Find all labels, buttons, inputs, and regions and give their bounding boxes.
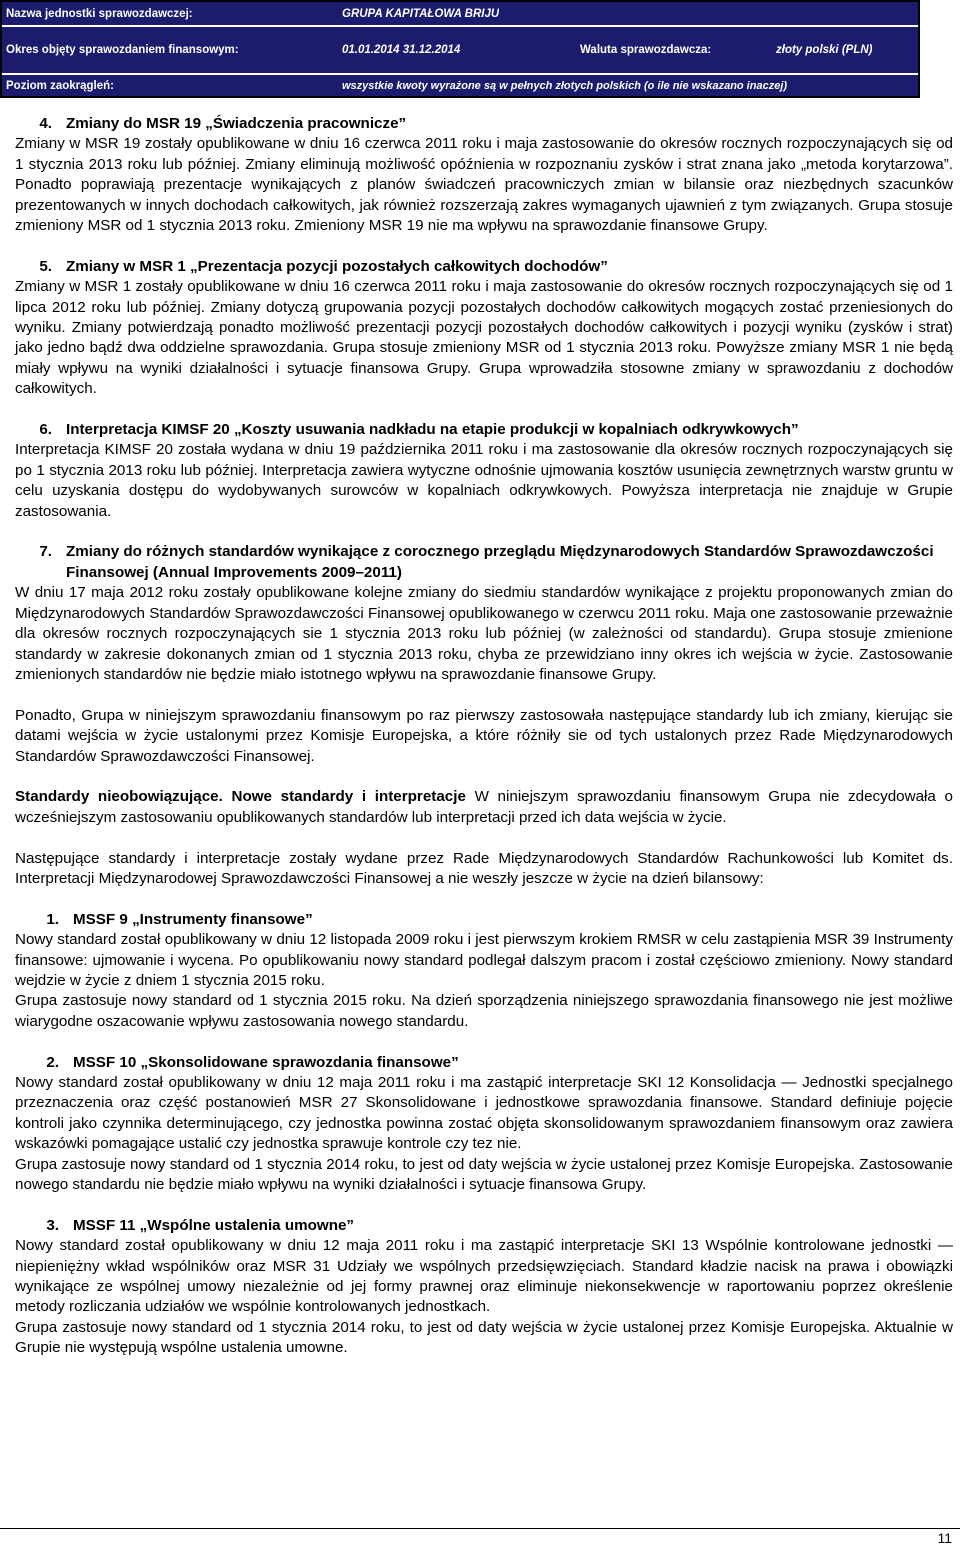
standardy-bold-label: Standardy nieobowiązujące. — [15, 788, 223, 806]
standard-title: MSSF 10 „Skonsolidowane sprawozdania finansowe” — [73, 1053, 459, 1071]
section-title: Zmiany do różnych standardów wynikające z corocznego przeglądu Międzynarodowych Standardów Sprawozdawczości Finansowej (Annual Improvements 2009–2011) — [66, 543, 934, 581]
section-7 — [15, 542, 953, 685]
standard-paragraph: Nowy standard został opublikowany w dniu 12 maja 2011 roku i ma zastąpić interpretacje SKI 12 Konsolidacja — Jednostki specjalnego przeznaczenia oraz część postanowień MSR 27 Skonsolidowane i jednostkowe sprawozdania finansowe. Standard definiuje pojęcie kontroli jako czynnika determinującego, czy jednostka powinna zostać objęta skonsolidowanym sprawozdaniem finansowym oraz zawiera wskazówki pomagające ustalić czy jednostka sprawuje kontrole czy tez nie. — [15, 1073, 953, 1153]
section-heading — [15, 420, 953, 440]
standard-heading — [15, 1053, 953, 1073]
section-body: W dniu 17 maja 2012 roku zostały opublikowane kolejne zmiany do siedmiu standardów wynikające z projektu proponowanych zmian do Międzynarodowych Standardów Sprawozdawczości Finansowej opublikowanego w czerwcu 2011 roku. Maja one zastosowanie przeważnie dla okresów rocznych rozpoczynających sie 1 stycznia 2013 roku lub później (w zależności od standardu). Grupa stosuje zmienione standardy w zakresie dokonanych zmian od 1 stycznia 2013 roku, chyba ze przewidziano inny okres ich wejścia w życie. Zastosowanie zmienionych standardów nie będzie miało istotnego wpływu na sprawozdanie finansowe Grupy. — [15, 584, 953, 683]
period-value: 01.01.2014 31.12.2014 — [342, 44, 461, 56]
entity-value: GRUPA KAPITAŁOWA BRIJU — [342, 7, 500, 20]
standard-paragraph: Grupa zastosuje nowy standard od 1 stycznia 2014 roku, to jest od daty wejścia w życie ustalonej przez Komisje Europejska. Aktualnie w Grupie nie występują wspólne ustalenia umowne. — [15, 1318, 953, 1357]
section-heading — [15, 114, 953, 134]
standard-number: 1. — [46, 910, 59, 928]
standard-paragraph: Grupa zastosuje nowy standard od 1 stycznia 2015 roku. Na dzień sporządzenia niniejszego sprawozdania finansowego nie jest możliwe wiarygodne oszacowanie wpływu zastosowania nowego standardu. — [15, 992, 953, 1030]
standard-mssf-10 — [15, 1053, 953, 1196]
paragraph-nastepujace: Następujące standardy i interpretacje zostały wydane przez Rade Międzynarodowych Standardów Rachunkowości lub Komitet ds. Interpretacji Międzynarodowej Sprawozdawczości Finansowej a nie weszły jeszcze w życie na dzień bilansowy: — [15, 849, 953, 887]
section-title: Zmiany do MSR 19 „Świadczenia pracownicze” — [66, 115, 407, 132]
paragraph-standardy — [15, 787, 953, 828]
rounding-label: Poziom zaokrągleń: — [6, 79, 114, 92]
section-body: Zmiany w MSR 1 zostały opublikowane w dniu 16 czerwca 2011 roku i maja zastosowanie do okresów rocznych rozpoczynających się od 1 lipca 2012 roku lub później. Zmiany dotyczą grupowania pozycji pozostałych dochodów całkowitych mogących zostać przeniesionych do wyniku. Zmiany potwierdzają ponadto możliwość prezentacji pozycji pozostałych dochodów całkowitych i pozycji wyniku (zysków i strat) jako jedno bądź dwa oddzielne sprawozdania. Grupa stosuje zmieniony MSR od 1 stycznia 2013 roku. Powyższe zmiany MSR 1 nie będą miały wpływu na wyniki działalności i sytuacje finansowa Grupy. Grupa wprowadziła stosowne zmiany w sprawozdaniu z dochodów całkowitych. — [15, 278, 953, 398]
section-number: 7. — [39, 543, 52, 561]
period-label: Okres objęty sprawozdaniem finansowym: — [6, 44, 239, 56]
document-body — [15, 114, 953, 1379]
rounding-value: wszystkie kwoty wyrażone są w pełnych złotych polskich (o ile nie wskazano inaczej) — [342, 79, 788, 92]
section-number: 5. — [39, 257, 52, 275]
standard-number: 3. — [46, 1216, 59, 1234]
paragraph-ponadto: Ponadto, Grupa w niniejszym sprawozdaniu finansowym po raz pierwszy zastosowała następujące standardy lub ich zmiany, kierując sie datami wejścia w życie ustalonymi przez Komisje Europejska, a które różniły sie od tych ustalonych przez Rade Międzynarodowych Standardów Sprawozdawczości Finansowej. — [15, 706, 953, 765]
currency-value: złoty polski (PLN) — [776, 44, 873, 56]
header-row-entity — [2, 2, 918, 27]
section-title: Zmiany w MSR 1 „Prezentacja pozycji pozostałych całkowitych dochodów” — [66, 257, 608, 275]
section-body: Zmiany w MSR 19 zostały opublikowane w dniu 16 czerwca 2011 roku i maja zastosowanie do okresów rocznych rozpoczynających się od 1 stycznia 2013 roku lub później. Zmiany eliminują możliwość opóźnienia w rozpoznaniu zysków i strat znana jako „metoda korytarzowa”. Ponadto poprawiają prezentacje wynikających z planów świadczeń pracowniczych zmian w bilansie oraz niezbędnych szacunków prezentowanych w innych dochodach całkowitych, jak również rozszerzają zakres wymaganych ujawnień z tym związanych. Grupa stosuje zmieniony MSR od 1 stycznia 2013 roku. Zmieniony MSR 19 nie ma wpływu na sprawozdanie finansowe Grupy. — [15, 135, 953, 235]
standard-mssf-9 — [15, 910, 953, 1032]
standard-paragraph: Nowy standard został opublikowany w dniu 12 listopada 2009 roku i jest pierwszym krokiem RMSR w celu zastąpienia MSR 39 Instrumenty finansowe: ujmowanie i wycena. Po opublikowaniu nowy standard podlegał dalszym pracom i został częściowo zmieniony. Nowy standard wejdzie w życie z dniem 1 stycznia 2015 roku. — [15, 931, 953, 989]
section-number: 6. — [39, 421, 52, 439]
section-6 — [15, 420, 953, 522]
standard-number: 2. — [46, 1053, 59, 1071]
standardy-text: W niniejszym sprawozdaniu finansowym Grupa nie zdecydowała o wcześniejszym zastosowaniu opublikowanych standardów lub interpretacji przed ich data wejścia w życie. — [15, 788, 953, 826]
nowe-standardy-bold-label: Nowe standardy i interpretacje — [231, 788, 466, 806]
page-number: 11 — [937, 1530, 952, 1546]
section-body: Interpretacja KIMSF 20 została wydana w dniu 19 października 2011 roku i ma zastosowanie dla okresów rocznych rozpoczynających się po 1 stycznia 2013 roku lub później. Interpretacja zawiera wytyczne odnośnie ujmowania kosztów usunięcia zewnętrznych warstw gruntu w celu uzyskania dostępu do wydobywanych surowców w kopalniach odkrywkowych. Powyższa interpretacja nie znajduje w Grupie zastosowania. — [15, 441, 953, 520]
standard-heading — [15, 1216, 953, 1236]
section-number: 4. — [39, 115, 52, 132]
section-title: Interpretacja KIMSF 20 „Koszty usuwania nadkładu na etapie produkcji w kopalniach odkrywkowych” — [66, 421, 799, 439]
header-row-rounding — [2, 75, 918, 96]
section-heading — [15, 257, 953, 277]
footer-rule — [0, 1528, 960, 1529]
standard-mssf-11 — [15, 1216, 953, 1359]
header-row-period — [2, 27, 918, 75]
standard-heading — [15, 910, 953, 930]
currency-label: Waluta sprawozdawcza: — [580, 44, 712, 56]
standard-paragraph: Grupa zastosuje nowy standard od 1 stycznia 2014 roku, to jest od daty wejścia w życie ustalonej przez Komisje Europejska. Zastosowanie nowego standardu nie będzie miało wpływu na wyniki działalności i sytuacje finansowa Grupy. — [15, 1155, 953, 1193]
section-heading — [15, 542, 953, 583]
standard-title: MSSF 11 „Wspólne ustalenia umowne” — [73, 1216, 355, 1234]
standard-title: MSSF 9 „Instrumenty finansowe” — [73, 910, 313, 928]
report-header — [0, 0, 920, 98]
section-5 — [15, 257, 953, 400]
section-4 — [15, 114, 953, 236]
standard-paragraph: Nowy standard został opublikowany w dniu 12 maja 2011 roku i ma zastąpić interpretacje SKI 13 Wspólnie kontrolowane jednostki — niepieniężny wkład wspólników oraz MSR 31 Udziały we wspólnych przedsięwzięciach. Standard kładzie nacisk na prawa i obowiązki wynikające ze wspólnej umowy niezależnie od jej formy prawnej oraz eliminuje niekonsekwencje w raportowaniu poprzez określenie metody rozliczania udziałów we wspólnie kontrolowanych jednostkach. — [15, 1237, 953, 1316]
entity-label: Nazwa jednostki sprawozdawczej: — [6, 7, 193, 20]
